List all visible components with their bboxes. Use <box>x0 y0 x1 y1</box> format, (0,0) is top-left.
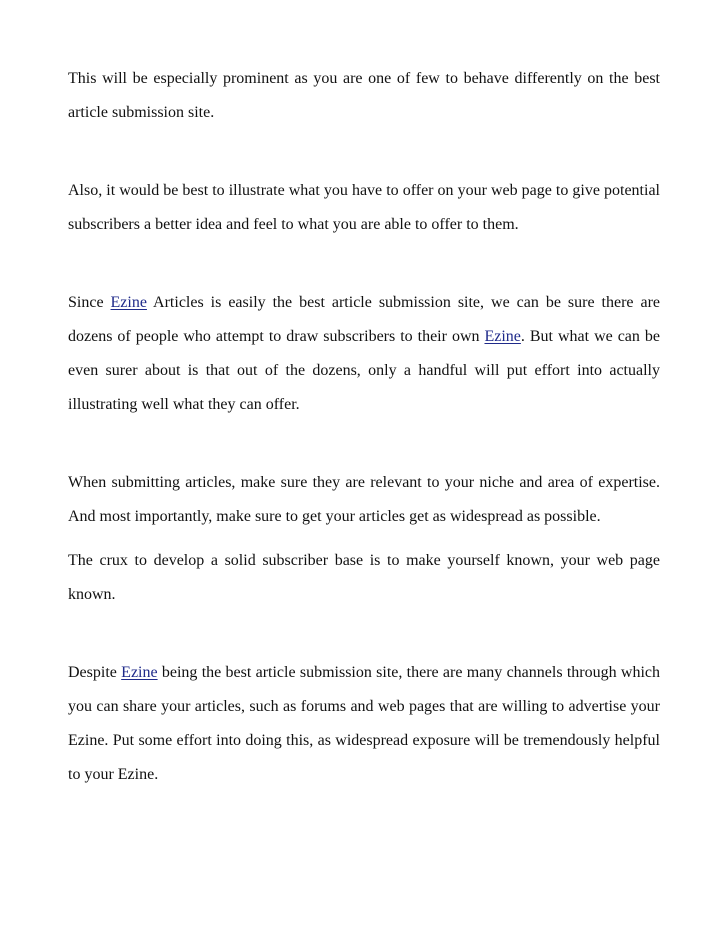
paragraph-text-segment: Articles is easily the best article submission site, we can be sure there are dozens of people who attempt to draw subscribers to their own <box>68 294 661 345</box>
paragraph-text-segment: Since <box>68 294 111 311</box>
paragraph-text-segment: Despite <box>68 664 122 681</box>
paragraph-ezine-articles <box>68 286 660 422</box>
paragraph-text: The crux to develop a solid subscriber base is to make yourself known, your web page known. <box>68 552 660 603</box>
paragraph-text: Also, it would be best to illustrate what you have to offer on your web page to give potential subscribers a better idea and feel to what you are able to offer to them. <box>68 182 660 233</box>
paragraph-illustrate <box>68 174 660 242</box>
paragraph-channels <box>68 656 660 792</box>
document-page <box>68 62 660 792</box>
paragraph-submitting <box>68 466 660 534</box>
paragraph-prominent <box>68 62 660 130</box>
paragraph-text-segment: . But what we can be even surer about is that out of the dozens, only a handful will put effort into actually illustrating well what they can offer. <box>68 328 660 413</box>
paragraph-crux <box>68 544 660 612</box>
ezine-link[interactable]: Ezine <box>484 328 521 345</box>
ezine-link[interactable]: Ezine <box>121 664 158 681</box>
paragraph-text: This will be especially prominent as you are one of few to behave differently on the best article submission site. <box>68 70 660 121</box>
ezine-link[interactable]: Ezine <box>110 294 147 311</box>
paragraph-text: When submitting articles, make sure they are relevant to your niche and area of expertise. And most importantly, make sure to get your articles get as widespread as possible. <box>68 474 660 525</box>
paragraph-text-segment: being the best article submission site, there are many channels through which you can share your articles, such as forums and web pages that are willing to advertise your Ezine. Put some effort into doing this, as widespread exposure will be tremendously helpful to your Ezine. <box>68 664 661 783</box>
